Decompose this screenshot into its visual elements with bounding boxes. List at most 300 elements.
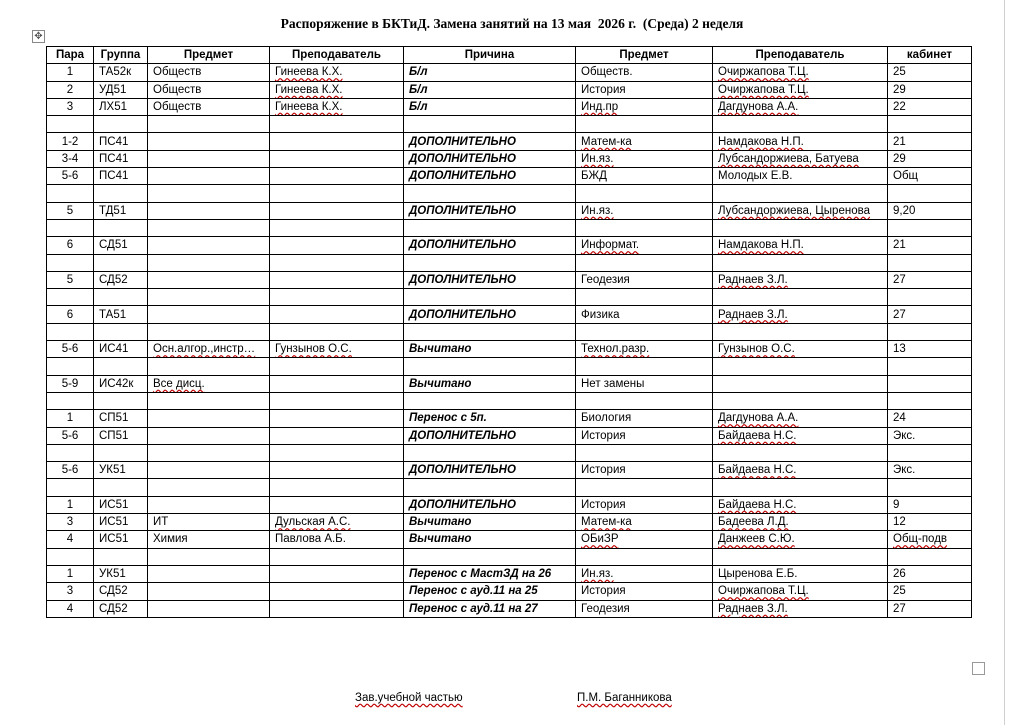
cell-new-teacher: Байдаева Н.С. xyxy=(713,496,888,513)
cell-reason: ДОПОЛНИТЕЛЬНО xyxy=(404,150,576,167)
cell-teacher: Гинеева К.Х. xyxy=(270,64,404,81)
cell-subject xyxy=(148,237,270,254)
cell-group: ПС41 xyxy=(94,168,148,185)
table-row xyxy=(47,531,972,548)
cell-pair: 5 xyxy=(47,271,94,288)
table-header-row xyxy=(47,47,972,64)
cell-new-subject: Нет замены xyxy=(576,375,713,392)
cell-pair xyxy=(47,219,94,236)
cell-teacher xyxy=(270,289,404,306)
cell-subject: Осн.алгор.,инстр… xyxy=(148,341,270,358)
cell-pair: 6 xyxy=(47,306,94,323)
cell-teacher xyxy=(270,202,404,219)
cell-new-subject: Инд.пр xyxy=(576,98,713,115)
table-row xyxy=(47,444,972,461)
cell-teacher xyxy=(270,254,404,271)
cell-room xyxy=(888,479,972,496)
cell-reason xyxy=(404,479,576,496)
cell-pair xyxy=(47,323,94,340)
cell-room xyxy=(888,219,972,236)
cell-teacher xyxy=(270,392,404,409)
cell-room xyxy=(888,289,972,306)
cell-subject: Все дисц. xyxy=(148,375,270,392)
cell-new-teacher xyxy=(713,323,888,340)
cell-new-subject: Ин.яз. xyxy=(576,202,713,219)
cell-teacher: Гинеева К.Х. xyxy=(270,81,404,98)
cell-group: СД52 xyxy=(94,583,148,600)
header-reason: Причина xyxy=(404,47,576,64)
cell-reason: ДОПОЛНИТЕЛЬНО xyxy=(404,168,576,185)
table-resize-handle[interactable] xyxy=(972,662,985,675)
cell-teacher xyxy=(270,116,404,133)
cell-reason xyxy=(404,116,576,133)
cell-subject xyxy=(148,133,270,150)
table-row xyxy=(47,185,972,202)
cell-reason: Перенос с ауд.11 на 25 xyxy=(404,583,576,600)
cell-pair: 5-6 xyxy=(47,427,94,444)
table-row xyxy=(47,600,972,617)
cell-pair xyxy=(47,116,94,133)
table-row xyxy=(47,583,972,600)
cell-room: 27 xyxy=(888,600,972,617)
cell-new-subject xyxy=(576,444,713,461)
header-teacher: Преподаватель xyxy=(270,47,404,64)
cell-group: СД52 xyxy=(94,600,148,617)
cell-group: ИС51 xyxy=(94,514,148,531)
cell-pair: 1 xyxy=(47,496,94,513)
cell-group xyxy=(94,548,148,565)
cell-subject xyxy=(148,392,270,409)
cell-new-subject: История xyxy=(576,583,713,600)
cell-room: 25 xyxy=(888,64,972,81)
cell-subject: Химия xyxy=(148,531,270,548)
table-row xyxy=(47,392,972,409)
cell-subject xyxy=(148,219,270,236)
cell-pair: 3 xyxy=(47,514,94,531)
cell-new-subject: Информат. xyxy=(576,237,713,254)
table-row xyxy=(47,410,972,427)
table-row xyxy=(47,116,972,133)
cell-pair: 3 xyxy=(47,583,94,600)
cell-teacher xyxy=(270,219,404,236)
cell-reason xyxy=(404,219,576,236)
cell-pair: 3 xyxy=(47,98,94,115)
cell-group xyxy=(94,392,148,409)
cell-new-subject: Технол.разр. xyxy=(576,341,713,358)
cell-teacher xyxy=(270,358,404,375)
cell-new-teacher: Намдакова Н.П. xyxy=(713,237,888,254)
cell-subject xyxy=(148,358,270,375)
cell-group xyxy=(94,323,148,340)
cell-new-subject: БЖД xyxy=(576,168,713,185)
cell-pair: 4 xyxy=(47,600,94,617)
cell-new-teacher: Байдаева Н.С. xyxy=(713,462,888,479)
cell-reason: ДОПОЛНИТЕЛЬНО xyxy=(404,427,576,444)
cell-reason: Вычитано xyxy=(404,531,576,548)
cell-new-subject: Обществ. xyxy=(576,64,713,81)
cell-group xyxy=(94,185,148,202)
cell-reason xyxy=(404,548,576,565)
table-row xyxy=(47,496,972,513)
cell-pair xyxy=(47,254,94,271)
cell-new-subject: Геодезия xyxy=(576,271,713,288)
cell-new-teacher: Лубсандоржиева, Цыренова xyxy=(713,202,888,219)
header-pair: Пара xyxy=(47,47,94,64)
cell-room: Экс. xyxy=(888,462,972,479)
cell-pair: 4 xyxy=(47,531,94,548)
cell-new-teacher: Байдаева Н.С. xyxy=(713,427,888,444)
cell-pair: 5-6 xyxy=(47,168,94,185)
cell-new-subject: Биология xyxy=(576,410,713,427)
cell-new-subject: История xyxy=(576,81,713,98)
cell-subject xyxy=(148,116,270,133)
cell-new-teacher: Раднаев З.Л. xyxy=(713,600,888,617)
cell-pair: 6 xyxy=(47,237,94,254)
cell-new-teacher: Очиржапова Т.Ц. xyxy=(713,64,888,81)
cell-pair: 5 xyxy=(47,202,94,219)
cell-teacher: Дульская А.С. xyxy=(270,514,404,531)
cell-reason: ДОПОЛНИТЕЛЬНО xyxy=(404,496,576,513)
cell-new-subject xyxy=(576,254,713,271)
cell-teacher xyxy=(270,271,404,288)
header-new-subject: Предмет xyxy=(576,47,713,64)
cell-subject xyxy=(148,427,270,444)
cell-subject xyxy=(148,583,270,600)
table-row xyxy=(47,427,972,444)
cell-new-teacher xyxy=(713,392,888,409)
cell-reason: ДОПОЛНИТЕЛЬНО xyxy=(404,462,576,479)
cell-subject: ИТ xyxy=(148,514,270,531)
cell-teacher xyxy=(270,427,404,444)
cell-reason: Вычитано xyxy=(404,514,576,531)
cell-room: 13 xyxy=(888,341,972,358)
cell-new-teacher xyxy=(713,289,888,306)
cell-teacher: Гинеева К.Х. xyxy=(270,98,404,115)
footer-signatory: П.М. Баганникова xyxy=(577,692,672,704)
cell-subject xyxy=(148,306,270,323)
table-row xyxy=(47,271,972,288)
cell-group: ТД51 xyxy=(94,202,148,219)
table-row xyxy=(47,98,972,115)
cell-reason: Вычитано xyxy=(404,341,576,358)
cell-subject xyxy=(148,479,270,496)
cell-pair: 5-9 xyxy=(47,375,94,392)
cell-room xyxy=(888,392,972,409)
table-row xyxy=(47,306,972,323)
cell-new-teacher xyxy=(713,185,888,202)
cell-reason xyxy=(404,444,576,461)
cell-group: ЛХ51 xyxy=(94,98,148,115)
cell-room: 25 xyxy=(888,583,972,600)
cell-room xyxy=(888,323,972,340)
cell-pair: 3-4 xyxy=(47,150,94,167)
cell-teacher xyxy=(270,410,404,427)
footer-position: Зав.учебной частью xyxy=(355,692,463,704)
cell-group: ИС41 xyxy=(94,341,148,358)
cell-room: 12 xyxy=(888,514,972,531)
cell-teacher xyxy=(270,323,404,340)
cell-pair xyxy=(47,444,94,461)
cell-pair: 5-6 xyxy=(47,341,94,358)
cell-group: УК51 xyxy=(94,565,148,582)
cell-pair: 1 xyxy=(47,410,94,427)
cell-teacher xyxy=(270,479,404,496)
cell-teacher xyxy=(270,133,404,150)
cell-pair xyxy=(47,479,94,496)
cell-reason xyxy=(404,392,576,409)
cell-group: СД52 xyxy=(94,271,148,288)
cell-subject xyxy=(148,323,270,340)
cell-room: 26 xyxy=(888,565,972,582)
table-row xyxy=(47,219,972,236)
cell-new-teacher: Очиржапова Т.Ц. xyxy=(713,81,888,98)
cell-teacher xyxy=(270,185,404,202)
cell-room xyxy=(888,185,972,202)
cell-room xyxy=(888,375,972,392)
cell-new-teacher: Гунзынов О.С. xyxy=(713,341,888,358)
cell-reason: Перенос с МастЗД на 26 xyxy=(404,565,576,582)
table-row xyxy=(47,289,972,306)
cell-pair: 5-6 xyxy=(47,462,94,479)
cell-subject xyxy=(148,462,270,479)
cell-new-teacher xyxy=(713,548,888,565)
cell-room: Экс. xyxy=(888,427,972,444)
table-move-handle-icon[interactable]: ✥ xyxy=(32,30,45,43)
cell-group: УК51 xyxy=(94,462,148,479)
table-row xyxy=(47,254,972,271)
cell-subject xyxy=(148,548,270,565)
cell-new-teacher xyxy=(713,479,888,496)
cell-teacher xyxy=(270,583,404,600)
cell-reason: ДОПОЛНИТЕЛЬНО xyxy=(404,306,576,323)
cell-group: ПС41 xyxy=(94,150,148,167)
table-row xyxy=(47,168,972,185)
cell-subject: Обществ xyxy=(148,81,270,98)
table-row xyxy=(47,565,972,582)
cell-teacher xyxy=(270,600,404,617)
cell-room: 27 xyxy=(888,306,972,323)
cell-group: ТА52к xyxy=(94,64,148,81)
cell-teacher xyxy=(270,237,404,254)
table-row xyxy=(47,323,972,340)
cell-new-teacher: Молодых Е.В. xyxy=(713,168,888,185)
cell-room xyxy=(888,254,972,271)
cell-reason xyxy=(404,254,576,271)
table-row xyxy=(47,375,972,392)
cell-new-teacher xyxy=(713,375,888,392)
cell-room: 21 xyxy=(888,237,972,254)
cell-reason: Перенос с 5п. xyxy=(404,410,576,427)
table-row xyxy=(47,133,972,150)
table-row xyxy=(47,548,972,565)
cell-new-teacher: Раднаев З.Л. xyxy=(713,271,888,288)
cell-subject xyxy=(148,168,270,185)
cell-subject xyxy=(148,289,270,306)
cell-subject: Обществ xyxy=(148,98,270,115)
cell-group: ИС51 xyxy=(94,496,148,513)
cell-new-subject: Ин.яз. xyxy=(576,150,713,167)
document-title: Распоряжение в БКТиД. Замена занятий на 13 мая 2026 г. (Среда) 2 неделя xyxy=(280,16,744,31)
cell-teacher xyxy=(270,168,404,185)
cell-group: УД51 xyxy=(94,81,148,98)
cell-teacher xyxy=(270,306,404,323)
table-row xyxy=(47,341,972,358)
cell-reason xyxy=(404,323,576,340)
cell-new-subject xyxy=(576,479,713,496)
cell-group: СП51 xyxy=(94,410,148,427)
cell-new-teacher: Данжеев С.Ю. xyxy=(713,531,888,548)
cell-new-subject: История xyxy=(576,427,713,444)
cell-reason: Б/л xyxy=(404,98,576,115)
cell-new-teacher: Бадеева Л.Д. xyxy=(713,514,888,531)
table-row xyxy=(47,358,972,375)
cell-room: 24 xyxy=(888,410,972,427)
cell-room xyxy=(888,548,972,565)
cell-reason: Перенос с ауд.11 на 27 xyxy=(404,600,576,617)
cell-reason: Б/л xyxy=(404,64,576,81)
page-edge xyxy=(1004,0,1005,725)
cell-new-teacher xyxy=(713,254,888,271)
cell-reason xyxy=(404,358,576,375)
cell-subject xyxy=(148,565,270,582)
cell-pair xyxy=(47,548,94,565)
cell-new-subject xyxy=(576,219,713,236)
table-body xyxy=(47,64,972,618)
header-new-teacher: Преподаватель xyxy=(713,47,888,64)
cell-subject xyxy=(148,254,270,271)
cell-new-teacher: Цыренова Е.Б. xyxy=(713,565,888,582)
cell-subject: Обществ xyxy=(148,64,270,81)
cell-room xyxy=(888,358,972,375)
cell-room xyxy=(888,444,972,461)
cell-room: 29 xyxy=(888,81,972,98)
cell-new-teacher xyxy=(713,219,888,236)
cell-new-subject: Геодезия xyxy=(576,600,713,617)
cell-new-subject xyxy=(576,289,713,306)
cell-subject xyxy=(148,496,270,513)
cell-new-subject: Матем-ка xyxy=(576,514,713,531)
cell-group xyxy=(94,116,148,133)
cell-group xyxy=(94,254,148,271)
cell-reason: ДОПОЛНИТЕЛЬНО xyxy=(404,202,576,219)
cell-pair xyxy=(47,289,94,306)
cell-new-subject xyxy=(576,185,713,202)
cell-new-subject: Матем-ка xyxy=(576,133,713,150)
cell-teacher xyxy=(270,496,404,513)
cell-room: 9,20 xyxy=(888,202,972,219)
cell-group xyxy=(94,219,148,236)
cell-new-teacher: Намдакова Н.П. xyxy=(713,133,888,150)
table-row xyxy=(47,64,972,81)
cell-pair: 1 xyxy=(47,565,94,582)
cell-subject xyxy=(148,600,270,617)
header-room: кабинет xyxy=(888,47,972,64)
cell-group: ТА51 xyxy=(94,306,148,323)
cell-new-subject: Ин.яз. xyxy=(576,565,713,582)
cell-room: Общ xyxy=(888,168,972,185)
cell-new-subject: История xyxy=(576,462,713,479)
cell-subject xyxy=(148,444,270,461)
cell-new-teacher: Лубсандоржиева, Батуева xyxy=(713,150,888,167)
cell-new-teacher xyxy=(713,116,888,133)
cell-room: 27 xyxy=(888,271,972,288)
cell-room: Общ-подв xyxy=(888,531,972,548)
cell-new-teacher: Раднаев З.Л. xyxy=(713,306,888,323)
cell-teacher xyxy=(270,548,404,565)
cell-group: ИС42к xyxy=(94,375,148,392)
cell-subject xyxy=(148,410,270,427)
cell-teacher xyxy=(270,375,404,392)
cell-reason: ДОПОЛНИТЕЛЬНО xyxy=(404,237,576,254)
table-row xyxy=(47,237,972,254)
cell-teacher: Павлова А.Б. xyxy=(270,531,404,548)
cell-reason: ДОПОЛНИТЕЛЬНО xyxy=(404,271,576,288)
cell-group xyxy=(94,289,148,306)
cell-pair: 2 xyxy=(47,81,94,98)
cell-new-teacher xyxy=(713,358,888,375)
cell-group: СД51 xyxy=(94,237,148,254)
cell-pair xyxy=(47,358,94,375)
cell-pair: 1-2 xyxy=(47,133,94,150)
table-row xyxy=(47,514,972,531)
substitution-table xyxy=(46,46,972,618)
cell-new-subject: ОБиЗР xyxy=(576,531,713,548)
cell-new-teacher: Дагдунова А.А. xyxy=(713,98,888,115)
cell-new-teacher xyxy=(713,444,888,461)
cell-reason: Б/л xyxy=(404,81,576,98)
cell-subject xyxy=(148,185,270,202)
table-row xyxy=(47,462,972,479)
cell-new-subject xyxy=(576,116,713,133)
cell-room: 29 xyxy=(888,150,972,167)
cell-new-subject xyxy=(576,548,713,565)
cell-subject xyxy=(148,202,270,219)
cell-room: 22 xyxy=(888,98,972,115)
cell-pair xyxy=(47,185,94,202)
cell-pair: 1 xyxy=(47,64,94,81)
cell-reason xyxy=(404,289,576,306)
cell-new-teacher: Дагдунова А.А. xyxy=(713,410,888,427)
cell-teacher xyxy=(270,565,404,582)
table-row xyxy=(47,150,972,167)
cell-teacher xyxy=(270,462,404,479)
cell-new-subject xyxy=(576,392,713,409)
cell-group xyxy=(94,358,148,375)
header-subject: Предмет xyxy=(148,47,270,64)
cell-new-subject: Физика xyxy=(576,306,713,323)
cell-teacher xyxy=(270,150,404,167)
cell-new-teacher: Очиржапова Т.Ц. xyxy=(713,583,888,600)
cell-pair xyxy=(47,392,94,409)
cell-new-subject xyxy=(576,358,713,375)
table-row xyxy=(47,202,972,219)
cell-group: СП51 xyxy=(94,427,148,444)
cell-group xyxy=(94,444,148,461)
cell-reason: Вычитано xyxy=(404,375,576,392)
cell-teacher: Гунзынов О.С. xyxy=(270,341,404,358)
cell-subject xyxy=(148,271,270,288)
cell-room xyxy=(888,116,972,133)
cell-group: ПС41 xyxy=(94,133,148,150)
cell-subject xyxy=(148,150,270,167)
cell-room: 9 xyxy=(888,496,972,513)
cell-new-subject xyxy=(576,323,713,340)
cell-new-subject: История xyxy=(576,496,713,513)
cell-group: ИС51 xyxy=(94,531,148,548)
cell-reason: ДОПОЛНИТЕЛЬНО xyxy=(404,133,576,150)
cell-group xyxy=(94,479,148,496)
cell-reason xyxy=(404,185,576,202)
